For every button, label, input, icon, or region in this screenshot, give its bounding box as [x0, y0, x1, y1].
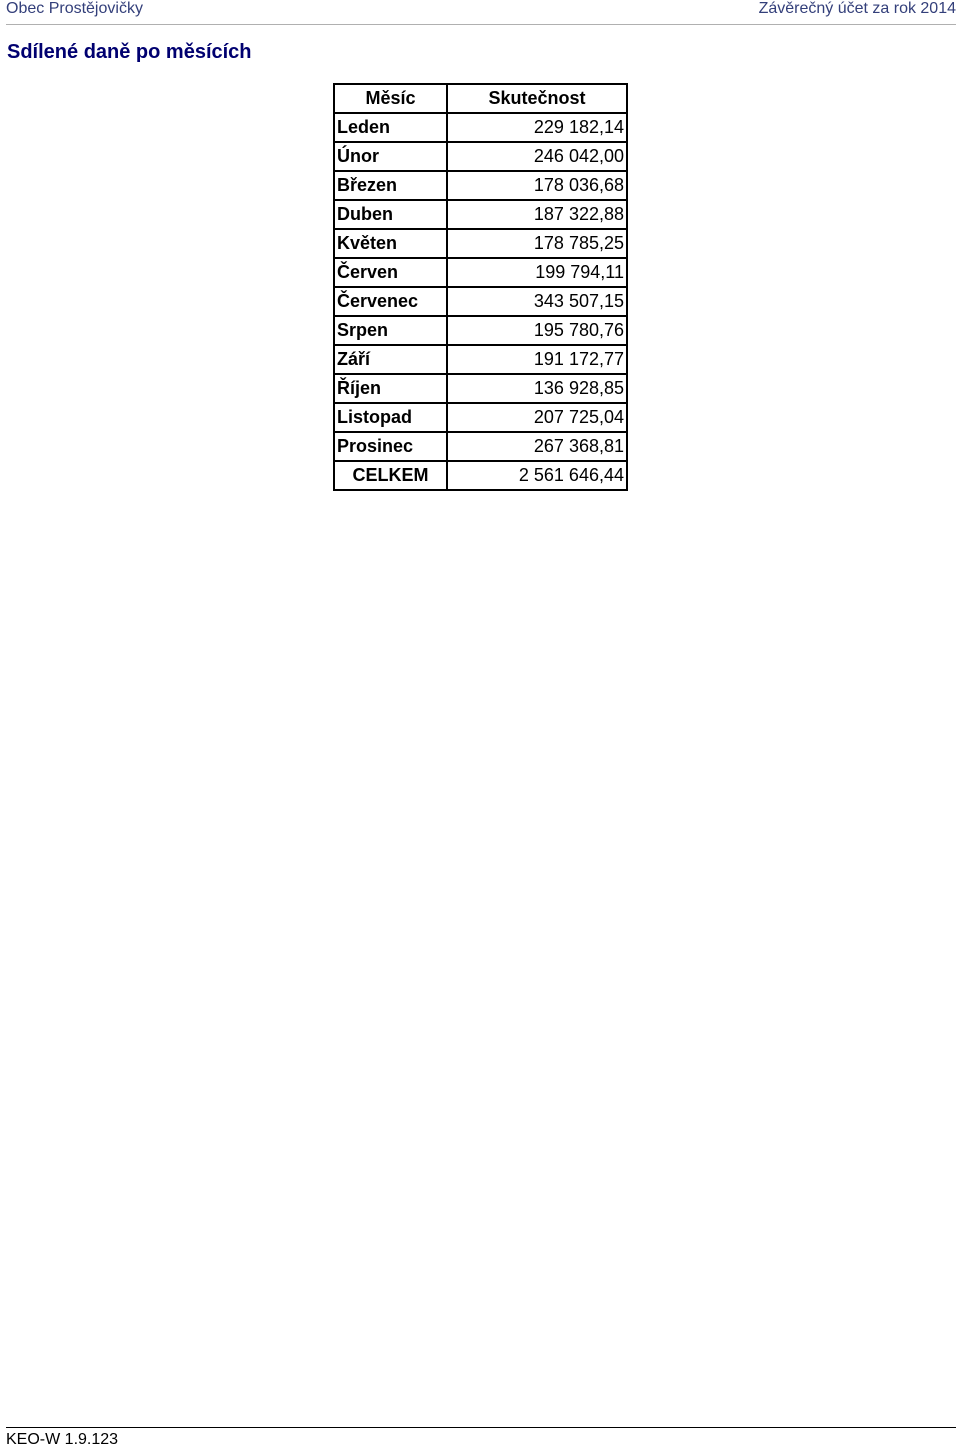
- table-row: [334, 316, 627, 345]
- column-header-actual: Skutečnost: [447, 84, 627, 113]
- table-row: [334, 374, 627, 403]
- month-cell: Únor: [334, 142, 447, 171]
- page-footer: [6, 1427, 956, 1448]
- shared-taxes-table: [333, 83, 628, 491]
- table-row: [334, 229, 627, 258]
- column-header-month: Měsíc: [334, 84, 447, 113]
- total-label: CELKEM: [334, 461, 447, 490]
- total-value: 2 561 646,44: [447, 461, 627, 490]
- month-cell: Květen: [334, 229, 447, 258]
- month-cell: Duben: [334, 200, 447, 229]
- value-cell: 343 507,15: [447, 287, 627, 316]
- value-cell: 136 928,85: [447, 374, 627, 403]
- value-cell: 187 322,88: [447, 200, 627, 229]
- month-cell: Březen: [334, 171, 447, 200]
- table-row: [334, 200, 627, 229]
- page-header: [6, 0, 956, 25]
- month-cell: Říjen: [334, 374, 447, 403]
- report-title: Závěrečný účet za rok 2014: [758, 0, 956, 17]
- table-row: [334, 142, 627, 171]
- value-cell: 178 036,68: [447, 171, 627, 200]
- month-cell: Červen: [334, 258, 447, 287]
- month-cell: Červenec: [334, 287, 447, 316]
- value-cell: 178 785,25: [447, 229, 627, 258]
- value-cell: 246 042,00: [447, 142, 627, 171]
- table-row: [334, 403, 627, 432]
- month-cell: Leden: [334, 113, 447, 142]
- month-cell: Září: [334, 345, 447, 374]
- table-row: [334, 258, 627, 287]
- month-cell: Srpen: [334, 316, 447, 345]
- value-cell: 229 182,14: [447, 113, 627, 142]
- table-row: [334, 171, 627, 200]
- total-row: [334, 461, 627, 490]
- table-header-row: [334, 84, 627, 113]
- municipality-name: Obec Prostějovičky: [6, 0, 143, 17]
- table-row: [334, 287, 627, 316]
- month-cell: Listopad: [334, 403, 447, 432]
- value-cell: 207 725,04: [447, 403, 627, 432]
- table-row: [334, 345, 627, 374]
- value-cell: 195 780,76: [447, 316, 627, 345]
- value-cell: 199 794,11: [447, 258, 627, 287]
- table-row: [334, 432, 627, 461]
- page-title: Sdílené daně po měsících: [7, 41, 252, 63]
- table-row: [334, 113, 627, 142]
- software-version: KEO-W 1.9.123: [6, 1431, 119, 1448]
- value-cell: 267 368,81: [447, 432, 627, 461]
- month-cell: Prosinec: [334, 432, 447, 461]
- value-cell: 191 172,77: [447, 345, 627, 374]
